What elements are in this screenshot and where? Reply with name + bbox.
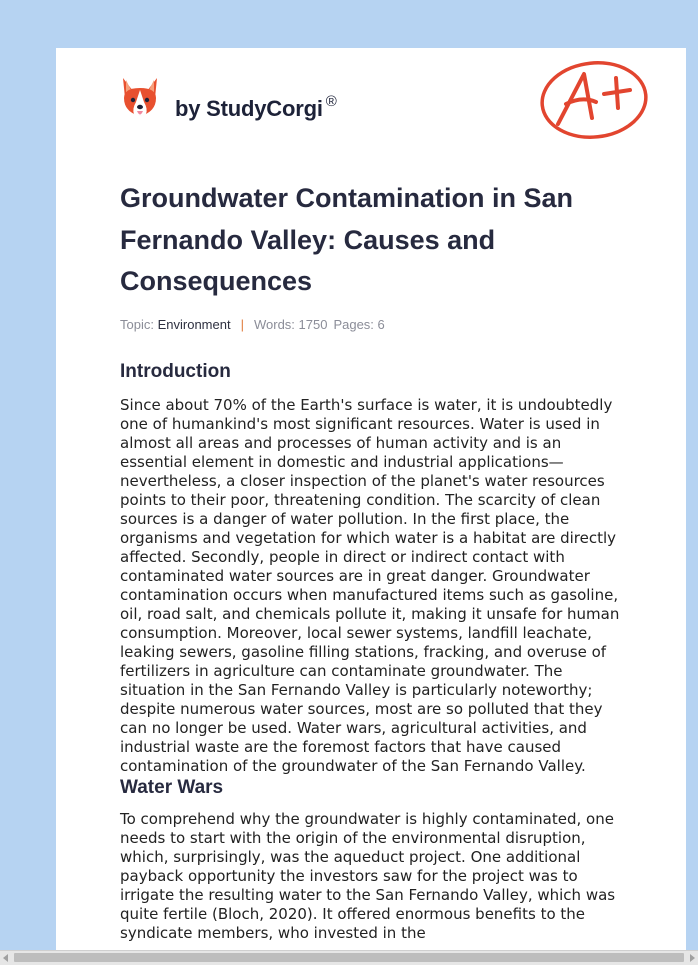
horizontal-scrollbar[interactable] [0,950,698,965]
header [120,76,650,166]
article-meta [120,317,632,332]
registered-mark: ® [325,93,337,110]
section-text-water-wars: To comprehend why the groundwater is highly contaminated, one needs to start with the origin of the environmental disruption, which, surprisingly, was the aqueduct project. One additional payback opportunity the investors saw for the project was to irrigate the resulting water to the San Fernando Valley, which was quite fertile (Bloch, 2020). It offered enormous benefits to the syndicate members, who invested in the [120,809,616,942]
scroll-left-arrow-icon[interactable] [3,954,8,962]
scroll-right-arrow-icon[interactable] [690,954,695,962]
topic-link[interactable]: Environment [157,316,231,332]
article [120,178,632,943]
section-heading-water-wars: Water Wars [120,776,224,798]
article-title: Groundwater Contamination in San Fernando Valley: Causes and Consequences [120,183,574,296]
scrollbar-thumb[interactable] [14,953,684,962]
section-text-introduction: Since about 70% of the Earth's surface is water, it is undoubtedly one of humankind's most significant resources. Water is used in almost all areas and processes of human activity and is an essential element in domestic and industrial applications—nevertheless, a closer inspection of the planet's water resources points to their poor, threatening condition. The scarcity of clean sources is a danger of water pollution. In the first place, the organisms and vegetation for which water is a habitat are directly affected. Secondly, people in direct or indirect contact with contaminated water sources are in great danger. Groundwater contamination occurs when manufactured items such as gasoline, oil, road salt, and chemicals pollute it, making it unsafe for human consumption. Moreover, local sewer systems, landfill leachate, leaking sewers, gasoline filling stations, fracking, and overuse of fertilizers in agriculture can contaminate groundwater. The situation in the San Fernando Valley is particularly noteworthy; despite numerous water sources, most are so polluted that they can no longer be used. Water wars, agricultural activities, and industrial waste are the foremost factors that have caused contamination of the groundwater of the San Fernando Valley. [120,395,620,775]
section-heading-introduction: Introduction [120,360,231,382]
word-count: Words: 1750 [253,316,328,332]
brand-name: by StudyCorgi ® [175,93,337,121]
a-plus-grade-icon [538,58,650,140]
document-page [56,48,686,964]
corgi-logo-icon [120,76,160,120]
topic-label: Topic: [120,316,154,332]
meta-separator: | [240,316,244,332]
page-count: Pages: 6 [333,316,385,332]
